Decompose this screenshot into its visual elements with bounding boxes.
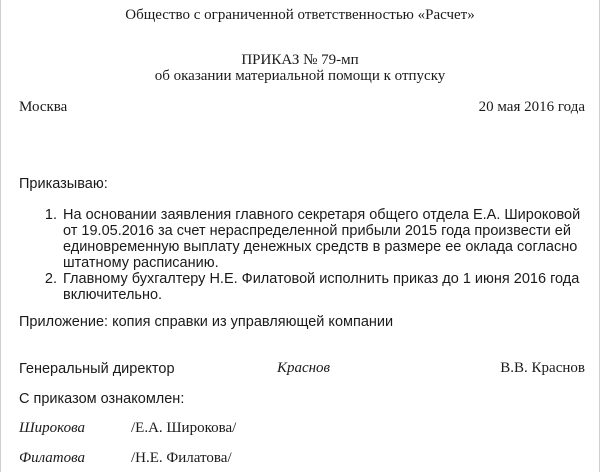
acquaintance-label: С приказом ознакомлен: xyxy=(19,391,185,407)
list-item: На основании заявления главного секретаря общего отдела Е.А. Широковой от 19.05.2016 за счет нераспределенной прибыли 2015 года произвести ей единовременную выплату денежных средств в размере ее оклада согласно штатному расписанию. xyxy=(63,207,581,271)
employee-name: /Н.Е. Филатова/ xyxy=(131,450,232,466)
attachment-note: Приложение: копия справки из управляющей компании xyxy=(19,314,394,330)
director-signature: Краснов xyxy=(277,360,331,376)
list-item: Главному бухгалтеру Н.Е. Филатовой исполнить приказ до 1 июня 2016 года включительно. xyxy=(63,271,580,303)
order-date: 20 мая 2016 года xyxy=(478,99,585,115)
employee-signature: Филатова xyxy=(19,450,86,466)
city: Москва xyxy=(19,99,68,115)
order-verb: Приказываю: xyxy=(19,176,108,192)
director-name: В.В. Краснов xyxy=(500,360,585,376)
list-item-number: 2. xyxy=(44,271,57,287)
director-title: Генеральный директор xyxy=(19,361,175,377)
list-item-number: 1. xyxy=(44,207,57,223)
order-number: ПРИКАЗ № 79-мп xyxy=(241,52,359,68)
order-subject: об оказании материальной помощи к отпуску xyxy=(154,68,446,84)
company-name: Общество с ограниченной ответственностью «Расчет» xyxy=(125,7,475,23)
employee-name: /Е.А. Широкова/ xyxy=(131,420,237,436)
employee-signature: Широкова xyxy=(19,420,85,436)
